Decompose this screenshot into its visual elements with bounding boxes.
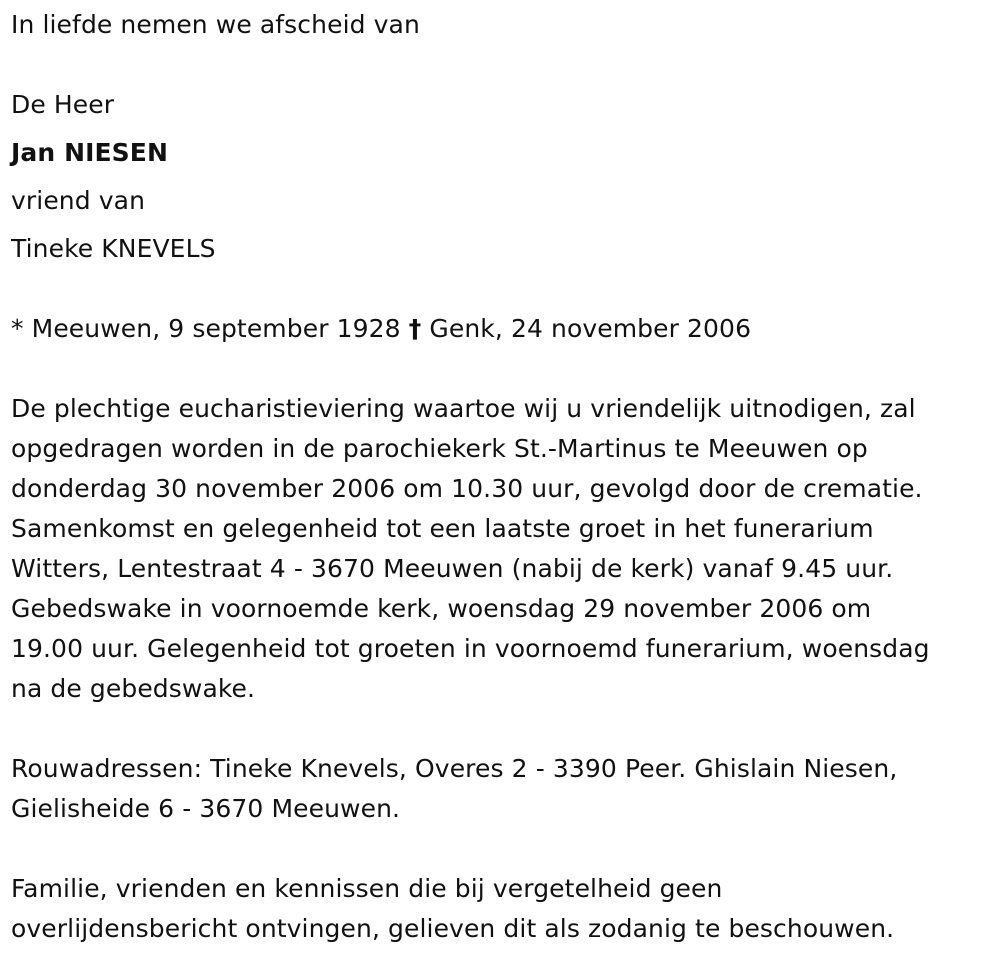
dates-line — [11, 314, 751, 344]
ceremony-line: opgedragen worden in de parochiekerk St.-Martinus te Meeuwen op — [11, 434, 868, 463]
birth-marker: * — [11, 314, 24, 343]
ceremony-line: 19.00 uur. Gelegenheid tot groeten in voornoemd funerarium, woensdag — [11, 634, 930, 663]
partner-name: Tineke KNEVELS — [11, 234, 216, 263]
address-line: Rouwadressen: Tineke Knevels, Overes 2 - 3390 Peer. Ghislain Niesen, — [11, 754, 898, 783]
ceremony-line: donderdag 30 november 2006 om 10.30 uur, gevolgd door de crematie. — [11, 474, 923, 503]
closing-line: overlijdensbericht ontvingen, gelieven dit als zodanig te beschouwen. — [11, 914, 895, 943]
cross-icon: † — [408, 314, 422, 343]
ceremony-line: Samenkomst en gelegenheid tot een laatste groet in het funerarium — [11, 514, 874, 543]
birth-date: Meeuwen, 9 september 1928 — [31, 314, 401, 343]
relation-text: vriend van — [11, 186, 146, 215]
ceremony-line: Gebedswake in voornoemde kerk, woensdag 29 november 2006 om — [11, 594, 872, 623]
address-line: Gielisheide 6 - 3670 Meeuwen. — [11, 794, 401, 823]
deceased-name: Jan NIESEN — [11, 138, 168, 167]
title-prefix: De Heer — [11, 90, 115, 119]
closing-line: Familie, vrienden en kennissen die bij vergetelheid geen — [11, 874, 723, 903]
ceremony-line: De plechtige eucharistieviering waartoe wij u vriendelijk uitnodigen, zal — [11, 394, 916, 423]
death-date: Genk, 24 november 2006 — [429, 314, 752, 343]
ceremony-line: Witters, Lentestraat 4 - 3670 Meeuwen (nabij de kerk) vanaf 9.45 uur. — [11, 554, 894, 583]
intro-text: In liefde nemen we afscheid van — [11, 10, 420, 39]
ceremony-line: na de gebedswake. — [11, 674, 256, 703]
